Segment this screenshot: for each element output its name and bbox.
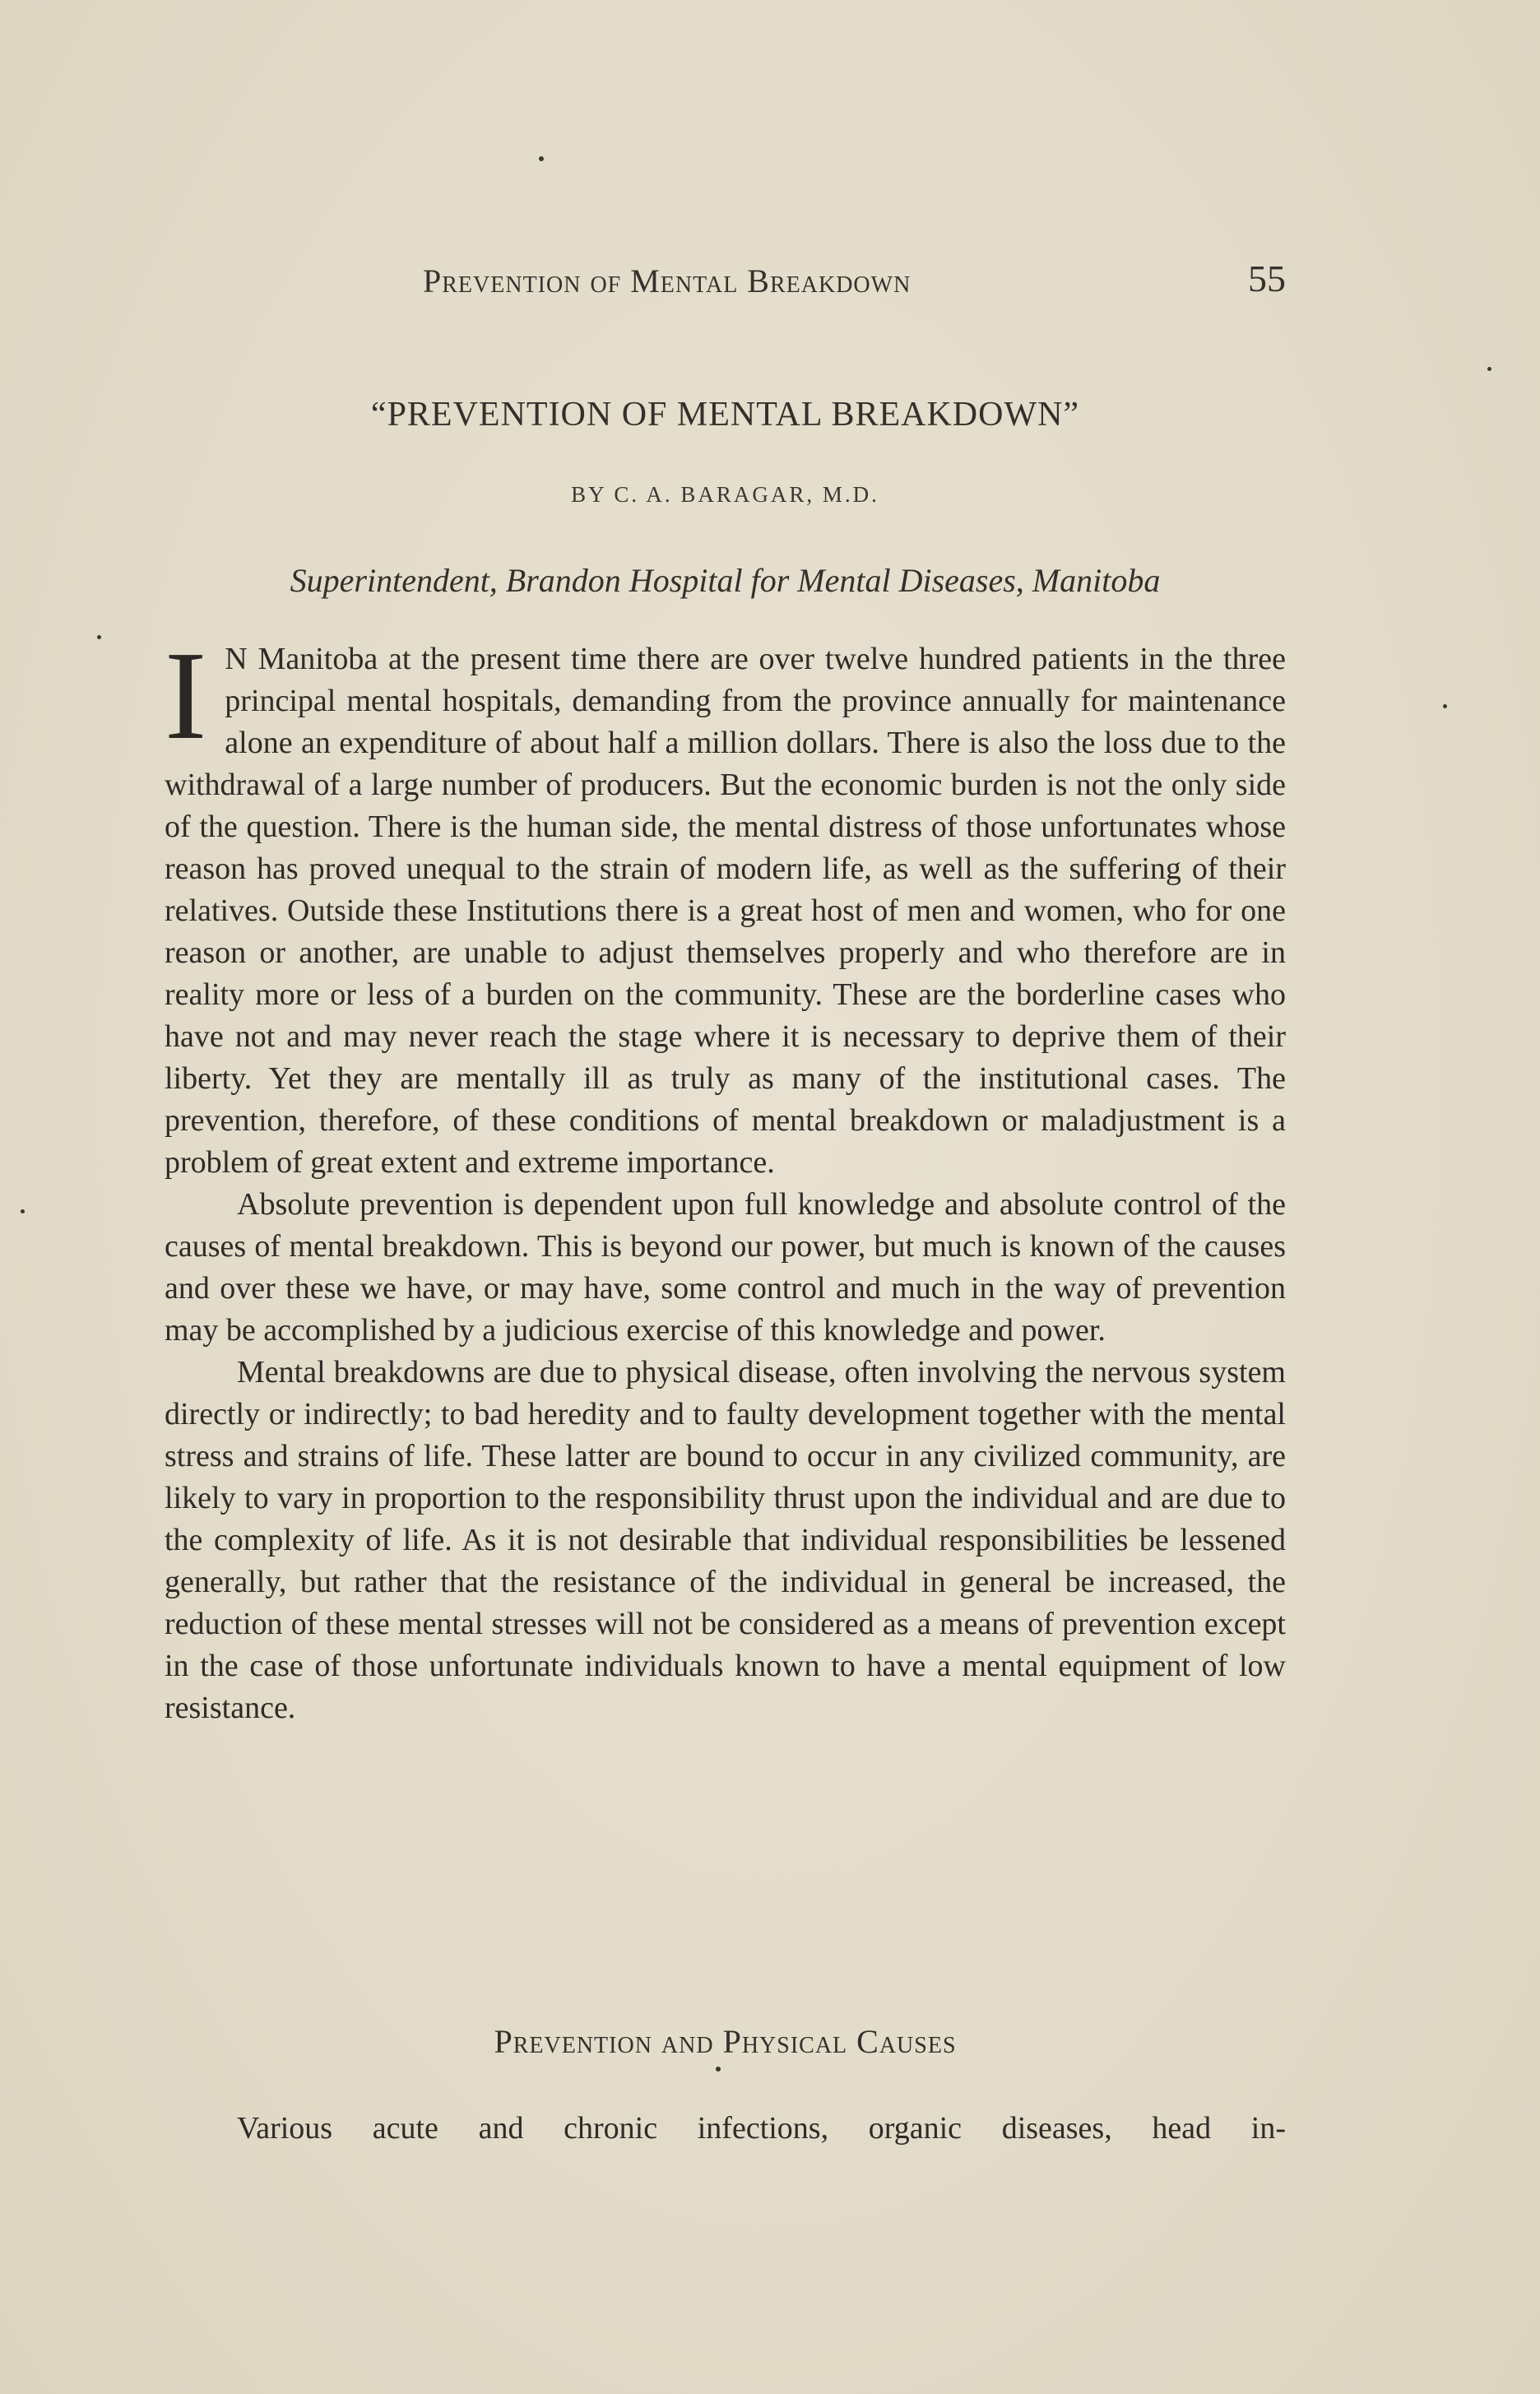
scan-speck <box>1487 367 1491 371</box>
author-byline: BY C. A. BARAGAR, M.D. <box>571 482 879 507</box>
scan-speck <box>539 156 544 161</box>
author-affiliation: Superintendent, Brandon Hospital for Mental Diseases, Manitoba <box>290 562 1161 599</box>
paragraph-1-text: N Manitoba at the present time there are over twelve hundred patients in the three principal mental hospitals, demanding from the province annually for maintenance alone an expenditure of about half a million dollars. There is also the loss due to the withdrawal of a large number of producers. But the economic burden is not the only side of the question. There is the human side, the mental distress of those unfortunates whose reason has proved unequal to the strain of modern life, as well as the suffering of their relatives. Outside these Institutions there is a great host of men and women, who for one reason or another, are unable to adjust themselves properly and who therefore are in reality more or less of a burden on the community. These are the borderline cases who have not and may never reach the stage where it is necessary to deprive them of their liberty. Yet they are mentally ill as truly as many of the institutional cases. The prevention, therefore, of these conditions of mental breakdown or maladjustment is a problem of great extent and extreme importance. <box>165 642 1286 1180</box>
scan-speck <box>1443 704 1447 708</box>
scan-speck <box>716 2067 721 2072</box>
scan-speck <box>97 635 101 639</box>
page-number: 55 <box>1248 257 1286 299</box>
section-heading: Prevention and Physical Causes <box>494 2023 957 2060</box>
section-continuation-text: Various acute and chronic infections, organic diseases, head in- <box>237 2111 1286 2146</box>
scan-speck <box>21 1209 25 1213</box>
running-title: Prevention of Mental Breakdown <box>423 262 911 299</box>
article-title: “PREVENTION OF MENTAL BREAKDOWN” <box>370 396 1080 434</box>
drop-cap: I <box>165 626 207 766</box>
article-body <box>165 626 1286 1729</box>
paragraph-1 <box>165 626 1286 1184</box>
paragraph-3: Mental breakdowns are due to physical disease, often involving the nervous system directly or indirectly; to bad heredity and to faulty development together with the mental stress and strains of life. These latter are bound to occur in any civilized community, are likely to vary in proportion to the responsibility thrust upon the individual and are due to the complexity of life. As it is not desirable that individual responsibilities be lessened generally, but rather that the resistance of the individual in general be increased, the reduction of these mental stresses will not be considered as a means of prevention except in the case of those unfortunate individuals known to have a mental equipment of low resistance. <box>165 1355 1286 1725</box>
running-head <box>165 257 1286 311</box>
paragraph-2: Absolute prevention is dependent upon full knowledge and absolute control of the causes of mental breakdown. This is beyond our power, but much is known of the causes and over these we have, or may have, some control and much in the way of prevention may be accomplished by a judicious exercise of this knowledge and power. <box>165 1187 1286 1348</box>
